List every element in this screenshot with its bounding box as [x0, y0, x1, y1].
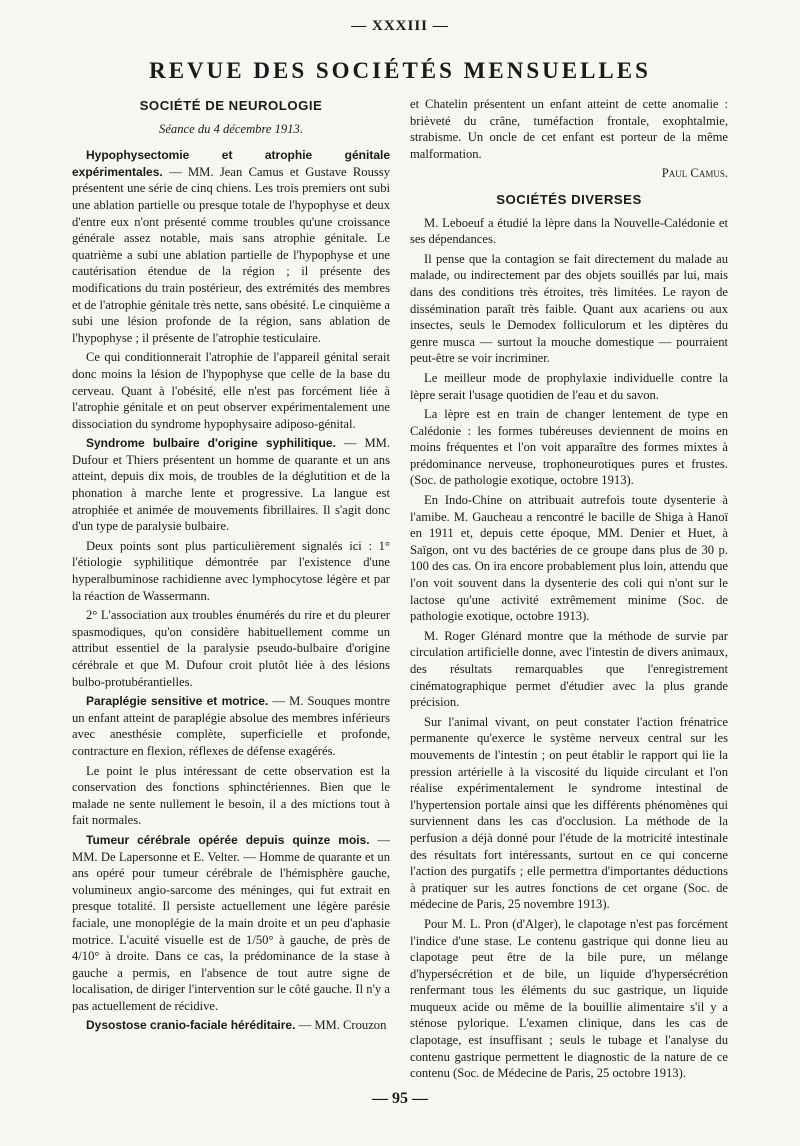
continued-text: et Chatelin présentent un enfant atteint de cette anomalie : brièveté du crâne, tuméfaction frontale, exophtalmie, strabisme. Un oncle de cet enfant est porteur de la même malformation. — [410, 97, 728, 161]
right-column — [410, 96, 728, 1085]
article-paraplegie — [72, 693, 390, 759]
article-dysostose — [72, 1017, 390, 1034]
page-title: REVUE DES SOCIÉTÉS MENSUELLES — [149, 58, 651, 83]
author-signature: Paul Camus. — [661, 166, 728, 181]
paragraph: Il pense que la contagion se fait directement du malade au malade, ou indirectement par des objets souillés par lui, mais dans des conditions très étroites, très limitées. Le rayon de dissémination paraît très faible. Quant aux acariens ou aux insectes, seuls le Demodex folliculorum et les diptères du genre musca — surtout la mouche domestique — pourraient peut-être se voir incriminer. — [410, 251, 728, 366]
paragraph: Le meilleur mode de prophylaxie individuelle contre la lèpre serait l'usage quotidien de l'eau et du savon. — [410, 370, 728, 402]
article-clapotage: Pour M. L. Pron (d'Alger), le clapotage n'est pas forcément l'indice d'une stase. Le contenu gastrique qui donne lieu au clapotage peut être de la bile pure, un mélange d'hypersécrétion et de bile, un liquide d'hypersécrétion renfermant tous les éléments du suc gastrique, un liquide muqueux acide ou même de la bouillie alimentaire s'il y a sténose pylorique. L'examen clinique, dans les cas de clapotage, est insuffisant ; seuls le tubage et l'analyse du contenu gastrique permettent le diagnostic de la nature de ce contenu (Soc. de Médecine de Paris, 25 octobre 1913). — [410, 916, 728, 1081]
article-lead: Hypophysectomie et atrophie génitale expérimentales. — [72, 148, 390, 179]
article-lead: Syndrome bulbaire d'origine syphilitique. — [86, 436, 336, 451]
paragraph: Sur l'animal vivant, on peut constater l'action frénatrice permanente qu'exerce le système nerveux central sur les mouvements de l'intestin ; on peut établir le rapport qui lie la pression artérielle à la viscosité du liquide circulant et l'on réalise expérimentalement le syndrome intestinal de l'hypertension portale ainsi que les différents phénomènes qui surviennent dans les cas d'occlusion. La méthode de la perfusion a déjà donné pour l'étude de la motricité intestinale des résultats fort intéressants, surtout en ce qui concerne l'action des purgatifs ; elle permettra d'importantes déductions à pratiquer sur les autres fonctions de cet organe (Soc. de médecine de Paris, 25 novembre 1913). — [410, 714, 728, 912]
article-lead: Dysostose cranio-faciale héréditaire. — [86, 1018, 296, 1033]
section-title-diverses: SOCIÉTÉS DIVERSES — [496, 191, 642, 207]
paragraph: La lèpre est en train de changer lentement de type en Calédonie : les formes tubéreuses deviennent de moins en moins fréquentes et l'on voit apparaître des formes mixtes à prédominance nerveuse, trophoneurotiques pures et frustes. (Soc. de pathologie exotique, octobre 1913). — [410, 407, 728, 488]
article-hypophysectomie — [72, 147, 390, 346]
article-survie-circulation: M. Roger Glénard montre que la méthode de survie par circulation artificielle donne, avec l'intestin de divers animaux, des résultats remarquables que l'enregistrement cinématographique permet d'étudier avec la plus grande précision. — [410, 628, 728, 710]
article-syndrome-bulbaire — [72, 435, 390, 535]
page-number: — 95 — — [372, 1090, 428, 1107]
seance-date: Séance du 4 décembre 1913. — [159, 121, 303, 136]
page-header-roman: — XXXIII — — [351, 18, 449, 34]
article-dysenterie: En Indo-Chine on attribuait autrefois toute dysenterie à l'amibe. M. Gaucheau a rencontré le bacille de Shiga à Hanoï en 1911 et, depuis cette époque, MM. Denier et Huet, à Saïgon, ont vu des bactéries de ce groupe dans plus de 30 p. 100 des cas. On ira encore probablement plus loin, attendu que l'on voit souvent dans la dysenterie des coli qui n'ont sur le lactose qu'une activité extrêmement minime (Soc. de pathologie exotique, octobre 1913). — [410, 493, 728, 624]
paragraph: 2° L'association aux troubles énumérés du rire et du pleurer spasmodiques, qu'on considère habituellement comme un attribut essentiel de la paralysie pseudo-bulbaire d'origine cérébrale et que M. Dufour croit plutôt liée à des lésions bulbo-protubérantielles. — [72, 608, 390, 689]
article-lepre: M. Leboeuf a étudié la lèpre dans la Nouvelle-Calédonie et ses dépendances. — [410, 215, 728, 247]
paragraph: Le point le plus intéressant de cette observation est la conservation des fonctions sphinctériennes. Bien que le malade ne sente nullement le besoin, il a des mictions tout à fait normales. — [72, 763, 390, 828]
article-text: — M. Souques montre un enfant atteint de paraplégie absolue des membres inférieurs avec anesthésie complète, superficielle et profonde, contracture en flexion, réflexes de défense exagérés. — [72, 694, 390, 758]
article-lead: Tumeur cérébrale opérée depuis quinze mois. — [86, 832, 370, 847]
article-text: — MM. Jean Camus et Gustave Roussy présentent une série de cinq chiens. Les trois premiers ont subi une ablation partielle ou presque totale de l'hypophyse et deux d'entre eux n'ont présenté comme troubles qu'une croissance générale assez notable, mais sans atrophie génitale. Le quatrième a subi une ablation partielle de l'hypophyse et une cautérisation étendue de la région ; il présente des modifications du train postérieur, des extrémités des membres et de l'atrophie génitale très nette, sans obésité. Le cinquième a subi une lésion profonde de la région, sans ablation de l'hypophyse ; il présente de l'atrophie testiculaire. — [72, 164, 390, 345]
article-text: — MM. De Lapersonne et E. Velter. — Homme de quarante et un ans opéré pour tumeur cérébrale de l'hémisphère gauche, volumineux angio-sarcome des méninges, qui fut extrait en presque totalité. Il persiste actuellement une légère parésie faciale, une monoplégie de la main droite et un peu d'aphasie motrice. L'acuité visuelle est de 1/50° à gauche, de près de 4/10° à droite. Dans ce cas, la prédominance de la stase à gauche a permis, en l'absence de tout autre signe de localisation, de diriger l'intervention sur le côté gauche. Il n'y a pas actuellement de récidive. — [72, 832, 390, 1013]
article-lead: Paraplégie sensitive et motrice. — [86, 694, 269, 709]
article-text: — MM. Dufour et Thiers présentent un homme de quarante et un ans atteint, depuis dix mois, de troubles de la déglutition et de la phonation à marche lente et progressive. La langue est atrophiée et animée de mouvements fibrillaires. Il s'agit donc d'un type de paralysie bulbaire. — [72, 436, 390, 534]
paragraph: Deux points sont plus particulièrement signalés ici : 1° l'étiologie syphilitique démontrée par l'existence d'une hyperalbuminose rachidienne avec lymphocytose légère et par la réaction de Wassermann. — [72, 538, 390, 603]
article-text: — MM. Crouzon — [298, 1018, 387, 1033]
left-column — [72, 96, 390, 1037]
article-tumeur-cerebrale — [72, 832, 390, 1015]
paragraph: Ce qui conditionnerait l'atrophie de l'appareil génital serait donc moins la lésion de l'hypophyse que celle de la base du cerveau. Quant à l'obésité, elle n'est pas forcément liée à l'atrophie génitale et on peut observer expérimentalement une dissociation du syndrome hypophysaire adiposo-génital. — [72, 350, 390, 431]
section-title-neurologie: SOCIÉTÉ DE NEUROLOGIE — [139, 98, 323, 113]
